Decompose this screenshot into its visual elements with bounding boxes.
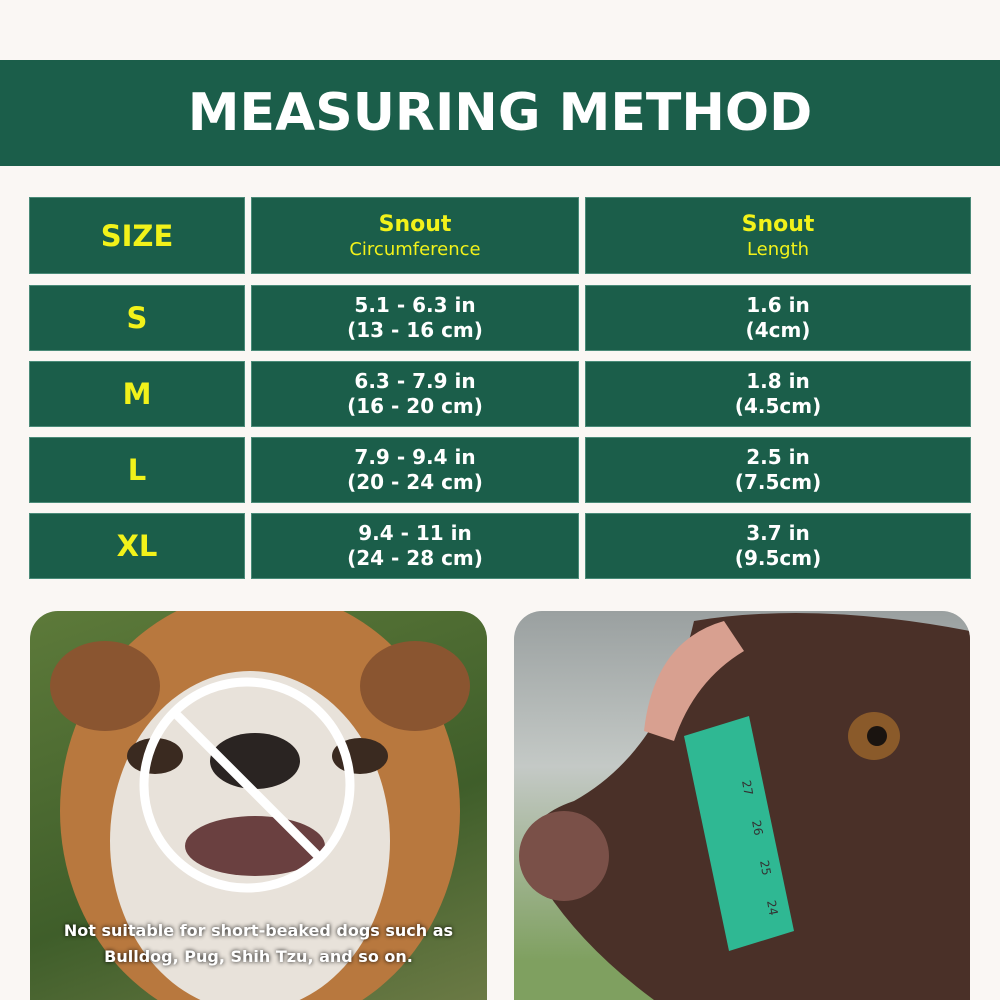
row-m-circumference: [252, 362, 578, 426]
circ-cm: (20 - 24 cm): [347, 470, 483, 494]
tape-number: 25: [757, 859, 774, 877]
row-m-length: [586, 362, 970, 426]
size-label: M: [122, 377, 152, 411]
len-cm: (9.5cm): [734, 546, 822, 570]
header-length-main: Snout: [741, 211, 815, 237]
len-in: 3.7 in: [746, 521, 810, 545]
header-size: [30, 198, 244, 273]
warning-line-1: Not suitable for short-beaked dogs such as: [63, 921, 454, 940]
bulldog-photo: [30, 611, 487, 1000]
len-cm: (7.5cm): [734, 470, 822, 494]
circ-in: 6.3 - 7.9 in: [354, 369, 476, 393]
circ-cm: (24 - 28 cm): [347, 546, 483, 570]
row-xl-length: [586, 514, 970, 578]
row-m-size: [30, 362, 244, 426]
header-size-label: SIZE: [100, 218, 174, 253]
len-cm: (4.5cm): [734, 394, 822, 418]
row-s-circumference: [252, 286, 578, 350]
header-circumference-sub: Circumference: [349, 238, 481, 260]
row-s-length: [586, 286, 970, 350]
len-in: 1.8 in: [746, 369, 810, 393]
page-title: MEASURING METHOD: [187, 83, 813, 143]
circ-in: 7.9 - 9.4 in: [354, 445, 476, 469]
warning-caption: [30, 918, 487, 970]
row-s-size: [30, 286, 244, 350]
header-circumference-main: Snout: [378, 211, 452, 237]
warning-line-2: Bulldog, Pug, Shih Tzu, and so on.: [104, 947, 413, 966]
circ-cm: (13 - 16 cm): [347, 318, 483, 342]
row-l-size: [30, 438, 244, 502]
row-l-circumference: [252, 438, 578, 502]
measuring-dog-photo: [514, 611, 970, 1000]
len-in: 2.5 in: [746, 445, 810, 469]
size-label: L: [127, 453, 147, 487]
circ-in: 5.1 - 6.3 in: [354, 293, 476, 317]
measuring-illustration: [514, 611, 970, 1000]
row-xl-size: [30, 514, 244, 578]
tape-number: 26: [749, 819, 766, 837]
size-label: S: [126, 301, 148, 335]
row-l-length: [586, 438, 970, 502]
title-banner: [0, 60, 1000, 166]
len-in: 1.6 in: [746, 293, 810, 317]
row-xl-circumference: [252, 514, 578, 578]
header-length-sub: Length: [746, 238, 810, 260]
tape-number: 24: [764, 899, 781, 917]
tape-number: 27: [739, 779, 756, 797]
circ-cm: (16 - 20 cm): [347, 394, 483, 418]
header-length: [586, 198, 970, 273]
circ-in: 9.4 - 11 in: [358, 521, 472, 545]
size-label: XL: [116, 529, 158, 563]
header-circumference: [252, 198, 578, 273]
len-cm: (4cm): [745, 318, 811, 342]
